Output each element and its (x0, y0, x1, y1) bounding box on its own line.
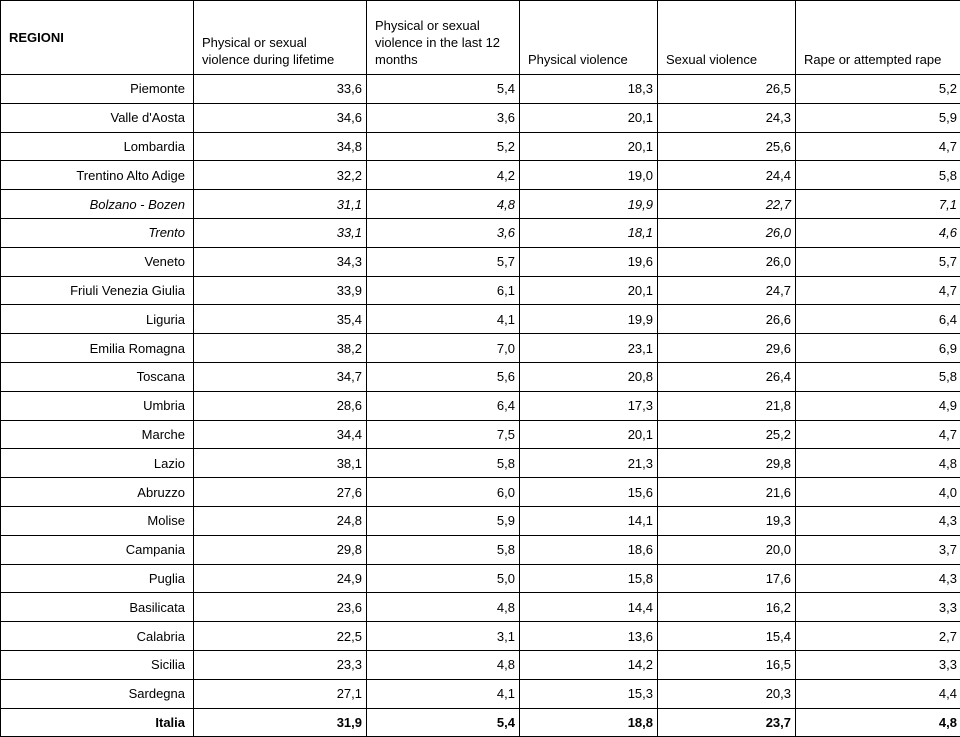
region-cell: Basilicata (1, 593, 194, 622)
value-cell-last-12-months: 3,1 (367, 622, 520, 651)
table-row (1, 362, 960, 391)
region-cell: Veneto (1, 247, 194, 276)
value-cell-lifetime-violence: 29,8 (194, 535, 367, 564)
value-cell-physical-violence: 18,1 (520, 218, 658, 247)
value-cell-rape: 5,9 (796, 103, 960, 132)
value-cell-last-12-months: 7,0 (367, 334, 520, 363)
value-cell-last-12-months: 5,7 (367, 247, 520, 276)
table-row (1, 650, 960, 679)
value-cell-physical-violence: 15,6 (520, 478, 658, 507)
value-cell-lifetime-violence: 27,6 (194, 478, 367, 507)
value-cell-physical-violence: 20,1 (520, 420, 658, 449)
value-cell-last-12-months: 3,6 (367, 218, 520, 247)
table-row (1, 161, 960, 190)
value-cell-rape: 4,7 (796, 132, 960, 161)
value-cell-last-12-months: 5,0 (367, 564, 520, 593)
value-cell-sexual-violence: 26,6 (658, 305, 796, 334)
value-cell-lifetime-violence: 38,2 (194, 334, 367, 363)
value-cell-rape: 2,7 (796, 622, 960, 651)
table-row (1, 478, 960, 507)
value-cell-lifetime-violence: 23,6 (194, 593, 367, 622)
value-cell-last-12-months: 7,5 (367, 420, 520, 449)
column-header-physical-violence: Physical violence (520, 1, 658, 75)
region-cell: Sicilia (1, 650, 194, 679)
value-cell-last-12-months: 4,8 (367, 593, 520, 622)
table-row (1, 506, 960, 535)
value-cell-rape: 5,2 (796, 75, 960, 104)
region-cell: Lazio (1, 449, 194, 478)
value-cell-last-12-months: 3,6 (367, 103, 520, 132)
value-cell-lifetime-violence: 33,1 (194, 218, 367, 247)
value-cell-physical-violence: 23,1 (520, 334, 658, 363)
value-cell-lifetime-violence: 23,3 (194, 650, 367, 679)
value-cell-sexual-violence: 26,0 (658, 218, 796, 247)
value-cell-sexual-violence: 25,6 (658, 132, 796, 161)
column-header-sexual-violence: Sexual violence (658, 1, 796, 75)
value-cell-physical-violence: 20,1 (520, 103, 658, 132)
value-cell-sexual-violence: 25,2 (658, 420, 796, 449)
value-cell-last-12-months: 6,4 (367, 391, 520, 420)
value-cell-last-12-months: 5,4 (367, 75, 520, 104)
value-cell-rape: 5,8 (796, 362, 960, 391)
value-cell-rape: 4,0 (796, 478, 960, 507)
value-cell-rape: 4,8 (796, 708, 960, 737)
value-cell-physical-violence: 15,3 (520, 679, 658, 708)
value-cell-lifetime-violence: 31,1 (194, 190, 367, 219)
value-cell-physical-violence: 14,2 (520, 650, 658, 679)
table-row (1, 535, 960, 564)
column-header-rape: Rape or attempted rape (796, 1, 960, 75)
column-header-region: REGIONI (1, 1, 194, 75)
value-cell-sexual-violence: 24,3 (658, 103, 796, 132)
region-cell: Liguria (1, 305, 194, 334)
region-cell: Friuli Venezia Giulia (1, 276, 194, 305)
region-cell: Molise (1, 506, 194, 535)
table-body (1, 75, 960, 737)
value-cell-rape: 4,8 (796, 449, 960, 478)
value-cell-last-12-months: 6,1 (367, 276, 520, 305)
value-cell-physical-violence: 20,1 (520, 132, 658, 161)
value-cell-physical-violence: 14,1 (520, 506, 658, 535)
table-row (1, 132, 960, 161)
value-cell-lifetime-violence: 33,9 (194, 276, 367, 305)
value-cell-last-12-months: 4,8 (367, 190, 520, 219)
value-cell-rape: 6,4 (796, 305, 960, 334)
value-cell-lifetime-violence: 24,9 (194, 564, 367, 593)
region-cell: Calabria (1, 622, 194, 651)
value-cell-lifetime-violence: 34,6 (194, 103, 367, 132)
region-cell: Piemonte (1, 75, 194, 104)
value-cell-sexual-violence: 26,5 (658, 75, 796, 104)
table-row (1, 218, 960, 247)
value-cell-last-12-months: 6,0 (367, 478, 520, 507)
table-row (1, 247, 960, 276)
region-cell: Toscana (1, 362, 194, 391)
value-cell-lifetime-violence: 34,4 (194, 420, 367, 449)
value-cell-sexual-violence: 17,6 (658, 564, 796, 593)
value-cell-rape: 5,8 (796, 161, 960, 190)
table-row (1, 622, 960, 651)
value-cell-sexual-violence: 21,6 (658, 478, 796, 507)
value-cell-last-12-months: 5,6 (367, 362, 520, 391)
value-cell-last-12-months: 5,8 (367, 535, 520, 564)
value-cell-lifetime-violence: 33,6 (194, 75, 367, 104)
value-cell-lifetime-violence: 34,8 (194, 132, 367, 161)
value-cell-lifetime-violence: 22,5 (194, 622, 367, 651)
value-cell-physical-violence: 15,8 (520, 564, 658, 593)
value-cell-physical-violence: 19,0 (520, 161, 658, 190)
value-cell-physical-violence: 19,9 (520, 190, 658, 219)
value-cell-last-12-months: 5,2 (367, 132, 520, 161)
value-cell-rape: 4,3 (796, 506, 960, 535)
region-cell: Emilia Romagna (1, 334, 194, 363)
value-cell-sexual-violence: 22,7 (658, 190, 796, 219)
value-cell-sexual-violence: 26,0 (658, 247, 796, 276)
value-cell-last-12-months: 4,2 (367, 161, 520, 190)
value-cell-physical-violence: 20,1 (520, 276, 658, 305)
value-cell-sexual-violence: 16,5 (658, 650, 796, 679)
value-cell-physical-violence: 13,6 (520, 622, 658, 651)
table-row (1, 103, 960, 132)
value-cell-lifetime-violence: 32,2 (194, 161, 367, 190)
value-cell-lifetime-violence: 27,1 (194, 679, 367, 708)
value-cell-physical-violence: 18,8 (520, 708, 658, 737)
value-cell-physical-violence: 19,6 (520, 247, 658, 276)
region-cell: Italia (1, 708, 194, 737)
table-row (1, 75, 960, 104)
value-cell-physical-violence: 14,4 (520, 593, 658, 622)
region-cell: Valle d'Aosta (1, 103, 194, 132)
value-cell-rape: 4,4 (796, 679, 960, 708)
region-cell: Abruzzo (1, 478, 194, 507)
column-header-lifetime-violence: Physical or sexual violence during lifetime (194, 1, 367, 75)
value-cell-physical-violence: 20,8 (520, 362, 658, 391)
value-cell-sexual-violence: 24,7 (658, 276, 796, 305)
value-cell-physical-violence: 21,3 (520, 449, 658, 478)
value-cell-sexual-violence: 26,4 (658, 362, 796, 391)
value-cell-sexual-violence: 16,2 (658, 593, 796, 622)
table-row (1, 564, 960, 593)
value-cell-lifetime-violence: 34,7 (194, 362, 367, 391)
region-cell: Umbria (1, 391, 194, 420)
table-row (1, 420, 960, 449)
table-row (1, 708, 960, 737)
value-cell-lifetime-violence: 24,8 (194, 506, 367, 535)
value-cell-sexual-violence: 15,4 (658, 622, 796, 651)
column-header-last-12-months: Physical or sexual violence in the last 12 months (367, 1, 520, 75)
value-cell-lifetime-violence: 35,4 (194, 305, 367, 334)
value-cell-sexual-violence: 24,4 (658, 161, 796, 190)
value-cell-rape: 3,3 (796, 593, 960, 622)
value-cell-last-12-months: 4,1 (367, 305, 520, 334)
value-cell-rape: 4,7 (796, 420, 960, 449)
value-cell-lifetime-violence: 34,3 (194, 247, 367, 276)
value-cell-rape: 3,3 (796, 650, 960, 679)
value-cell-rape: 4,6 (796, 218, 960, 247)
value-cell-rape: 4,3 (796, 564, 960, 593)
region-cell: Bolzano - Bozen (1, 190, 194, 219)
value-cell-rape: 4,7 (796, 276, 960, 305)
table-row (1, 679, 960, 708)
value-cell-rape: 6,9 (796, 334, 960, 363)
region-cell: Marche (1, 420, 194, 449)
value-cell-lifetime-violence: 31,9 (194, 708, 367, 737)
value-cell-last-12-months: 5,4 (367, 708, 520, 737)
value-cell-sexual-violence: 20,0 (658, 535, 796, 564)
value-cell-sexual-violence: 19,3 (658, 506, 796, 535)
value-cell-rape: 5,7 (796, 247, 960, 276)
value-cell-sexual-violence: 21,8 (658, 391, 796, 420)
value-cell-lifetime-violence: 28,6 (194, 391, 367, 420)
table-row (1, 391, 960, 420)
value-cell-physical-violence: 17,3 (520, 391, 658, 420)
value-cell-last-12-months: 4,8 (367, 650, 520, 679)
value-cell-sexual-violence: 23,7 (658, 708, 796, 737)
table-row (1, 334, 960, 363)
table-row (1, 190, 960, 219)
region-cell: Sardegna (1, 679, 194, 708)
region-cell: Campania (1, 535, 194, 564)
value-cell-last-12-months: 5,9 (367, 506, 520, 535)
table-row (1, 276, 960, 305)
value-cell-physical-violence: 18,6 (520, 535, 658, 564)
value-cell-last-12-months: 5,8 (367, 449, 520, 478)
value-cell-rape: 3,7 (796, 535, 960, 564)
value-cell-rape: 7,1 (796, 190, 960, 219)
value-cell-physical-violence: 19,9 (520, 305, 658, 334)
value-cell-rape: 4,9 (796, 391, 960, 420)
region-cell: Lombardia (1, 132, 194, 161)
value-cell-sexual-violence: 20,3 (658, 679, 796, 708)
value-cell-sexual-violence: 29,6 (658, 334, 796, 363)
region-cell: Trento (1, 218, 194, 247)
value-cell-lifetime-violence: 38,1 (194, 449, 367, 478)
table-row (1, 593, 960, 622)
value-cell-sexual-violence: 29,8 (658, 449, 796, 478)
region-cell: Puglia (1, 564, 194, 593)
table-row (1, 305, 960, 334)
value-cell-last-12-months: 4,1 (367, 679, 520, 708)
table-row (1, 449, 960, 478)
region-cell: Trentino Alto Adige (1, 161, 194, 190)
header-row (1, 1, 960, 75)
value-cell-physical-violence: 18,3 (520, 75, 658, 104)
